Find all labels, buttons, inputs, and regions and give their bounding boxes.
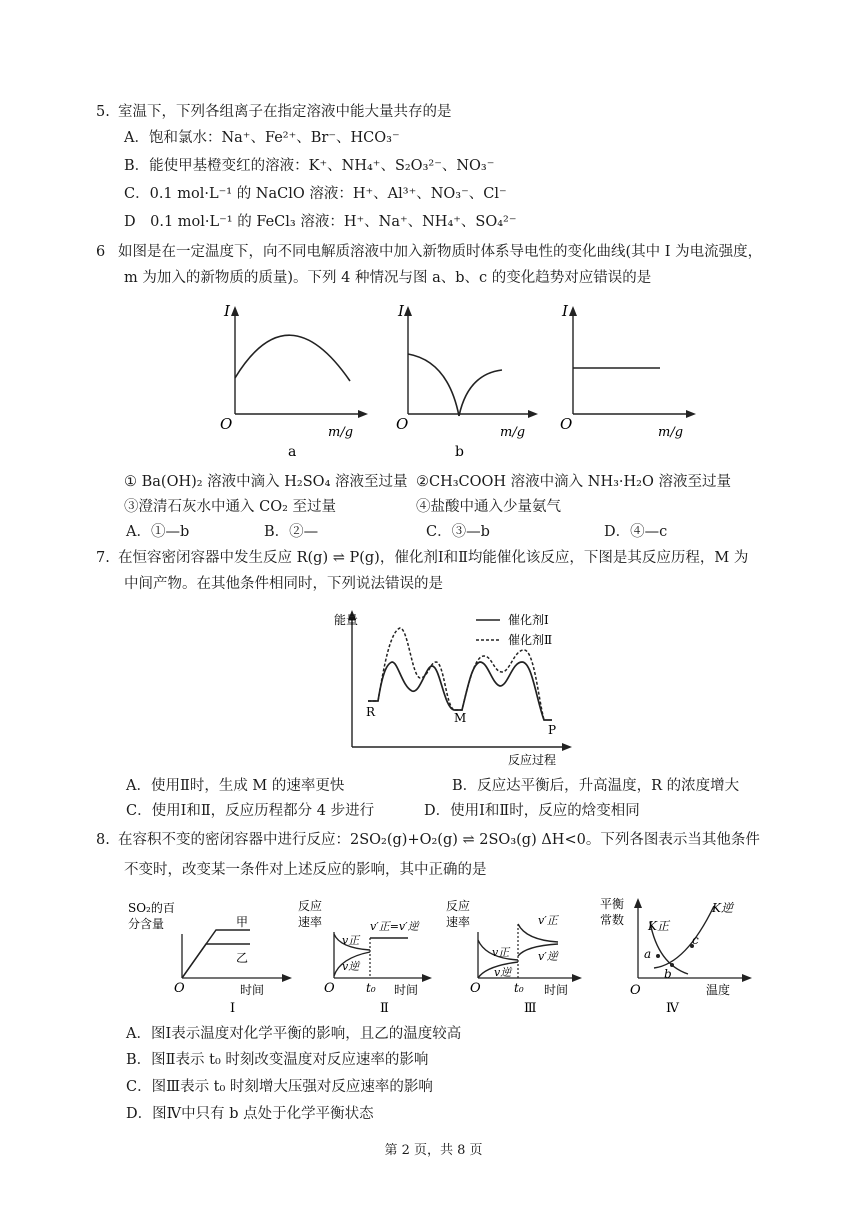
g2-v-zheng: v正 (342, 934, 360, 947)
q5-option-a: A．饱和氯水：Na⁺、Fe²⁺、Br⁻、HCO₃⁻ (124, 130, 400, 146)
q5-number: 5. (96, 104, 110, 120)
g3-v-ni: v逆 (494, 966, 512, 979)
g3-v-ni-prime: v′逆 (538, 950, 558, 963)
q7-number: 7. (96, 550, 110, 566)
q8-option-a: A．图Ⅰ表示温度对化学平衡的影响，且乙的温度较高 (126, 1026, 462, 1042)
g4-point-c: c (692, 933, 699, 947)
q8-stem-line2: 不变时，改变某一条件对上述反应的影响，其中正确的是 (124, 862, 487, 878)
q6-option-b: B．②— (264, 524, 319, 540)
graph-b-y-label: I (398, 302, 404, 320)
q8-option-b: B．图Ⅱ表示 t₀ 时刻改变温度对反应速率的影响 (126, 1052, 429, 1068)
q6-item-4: ④盐酸中通入少量氨气 (416, 499, 561, 515)
g4-curve-k-ni (654, 906, 714, 968)
g2-x-label: 时间 (394, 983, 419, 997)
g3-y-label-1: 反应 (446, 899, 471, 913)
g2-origin: O (324, 981, 335, 996)
q5-option-c: C．0.1 mol·L⁻¹ 的 NaClO 溶液：H⁺、Al³⁺、NO₃⁻、Cl⁻ (124, 186, 507, 202)
q5-stem-text: 室温下，下列各组离子在指定溶液中能大量共存的是 (118, 104, 452, 120)
g2-v-equal: v′正=v′逆 (370, 920, 419, 933)
q8-stem-line1 (96, 830, 760, 850)
q7-label-m: M (454, 711, 467, 725)
g3-x-label: 时间 (544, 983, 569, 997)
graph-b (396, 302, 538, 460)
q8-stem-text1: 在容积不变的密闭容器中进行反应：2SO₂(g)+O₂(g) ⇌ 2SO₃(g) ΔH<0。下列各图表示当其他条件 (118, 832, 760, 848)
graph-c-y-label: I (562, 302, 568, 320)
q7-option-a: A．使用Ⅱ时，生成 M 的速率更快 (126, 778, 345, 794)
q7-stem-line2: 中间产物。在其他条件相同时，下列说法错误的是 (124, 576, 443, 592)
g2-y-label-2: 速率 (298, 915, 323, 929)
graph-a (220, 302, 368, 460)
g4-label-k-zheng: K正 (648, 919, 669, 933)
g3-t0: t₀ (514, 981, 524, 995)
q7-x-label: 反应过程 (508, 753, 557, 767)
q8-graph-2 (298, 898, 432, 1016)
q7-legend-1: 催化剂Ⅰ (508, 613, 549, 627)
graph-c-origin: O (560, 415, 573, 433)
q6-item-3: ③澄清石灰水中通入 CO₂ 至过量 (124, 499, 337, 515)
q6-number: 6 (96, 244, 106, 260)
graph-a-origin: O (220, 415, 233, 433)
g4-y-label-1: 平衡 (600, 897, 625, 911)
q6-option-a: A．①—b (126, 524, 190, 540)
g4-origin: O (630, 983, 641, 998)
q8-graph-4 (600, 897, 752, 1016)
g1-y-label-1: SO₂的百 (128, 901, 175, 915)
g3-caption: Ⅲ (524, 1001, 537, 1016)
graph-b-origin: O (396, 415, 409, 433)
graph-b-curve-up (459, 370, 502, 416)
g4-y-label-2: 常数 (600, 913, 625, 927)
g3-origin: O (470, 981, 481, 996)
q7-label-r: R (366, 705, 376, 719)
q7-option-c: C．使用Ⅰ和Ⅱ，反应历程都分 4 步进行 (126, 803, 375, 819)
graph-c-x-label: m/g (658, 425, 684, 440)
q6-option-d: D．④—c (604, 524, 668, 540)
g2-t0: t₀ (366, 981, 376, 995)
q5-option-d: D 0.1 mol·L⁻¹ 的 FeCl₃ 溶液：H⁺、Na⁺、NH₄⁺、SO₄²⁻ (124, 214, 517, 230)
graph-a-caption: a (288, 444, 297, 460)
g2-caption: Ⅱ (380, 1001, 389, 1016)
g1-origin: O (174, 981, 185, 996)
q6-stem-line1 (96, 242, 762, 262)
g4-point-b: b (664, 967, 672, 981)
q7-option-d: D．使用Ⅰ和Ⅱ时，反应的焓变相同 (424, 803, 640, 819)
g4-point-a: a (644, 947, 652, 961)
q6-stem-line2: m 为加入的新物质的质量)。下列 4 种情况与图 a、b、c 的变化趋势对应错误的是 (124, 270, 652, 286)
q6-item-2: ②CH₃COOH 溶液中滴入 NH₃·H₂O 溶液至过量 (416, 474, 731, 490)
g4-x-label: 温度 (706, 983, 731, 997)
q7-stem-line1 (96, 548, 748, 568)
g4-label-k-ni: K逆 (712, 901, 733, 915)
q6-option-c: C．③—b (426, 524, 490, 540)
q8-option-d: D．图Ⅳ中只有 b 点处于化学平衡状态 (126, 1106, 374, 1122)
q5-stem (96, 102, 452, 122)
q5-option-b: B．能使甲基橙变红的溶液：K⁺、NH₄⁺、S₂O₃²⁻、NO₃⁻ (124, 158, 495, 174)
g2-v-ni: v逆 (342, 960, 360, 973)
graph-c (560, 302, 696, 440)
q6-item-1: ① Ba(OH)₂ 溶液中滴入 H₂SO₄ 溶液至过量 (124, 474, 408, 490)
g3-v-zheng: v正 (492, 946, 510, 959)
g3-v-zheng-prime: v′正 (538, 914, 558, 927)
q7-label-p: P (548, 723, 557, 737)
g1-caption: Ⅰ (230, 1001, 236, 1016)
q8-graphs (126, 894, 766, 1020)
g1-label-yi: 乙 (236, 951, 249, 965)
g3-y-label-2: 速率 (446, 915, 471, 929)
q7-stem-text1: 在恒容密闭容器中发生反应 R(g) ⇌ P(g)，催化剂Ⅰ和Ⅱ均能催化该反应，下图是其反应历程，M 为 (118, 550, 749, 566)
g4-caption: Ⅳ (666, 1001, 679, 1016)
graph-a-x-label: m/g (328, 425, 354, 440)
q7-energy-diagram (328, 606, 588, 768)
q6-stem-text1: 如图是在一定温度下，向不同电解质溶液中加入新物质时体系导电性的变化曲线(其中 I 为电流强度， (118, 244, 763, 260)
q8-graph-1 (128, 901, 292, 1016)
page-footer: 第 2 页，共 8 页 (384, 1143, 483, 1158)
graph-b-x-label: m/g (500, 425, 526, 440)
q6-graphs (210, 296, 710, 466)
q7-legend-2: 催化剂Ⅱ (508, 633, 553, 647)
g2-y-label-1: 反应 (298, 899, 323, 913)
graph-a-curve (235, 335, 350, 381)
q7-option-b: B．反应达平衡后，升高温度，R 的浓度增大 (452, 778, 740, 794)
q8-number: 8. (96, 832, 110, 848)
q8-option-c: C．图Ⅲ表示 t₀ 时刻增大压强对反应速率的影响 (126, 1079, 433, 1095)
q7-y-label: 能量 (334, 613, 359, 627)
graph-a-y-label: I (224, 302, 230, 320)
g1-y-label-2: 分含量 (128, 917, 165, 931)
q8-graph-3 (446, 898, 582, 1016)
g1-x-label: 时间 (240, 983, 265, 997)
g1-label-jia: 甲 (236, 915, 249, 929)
graph-b-caption: b (455, 444, 464, 460)
graph-b-curve-down (408, 354, 459, 416)
